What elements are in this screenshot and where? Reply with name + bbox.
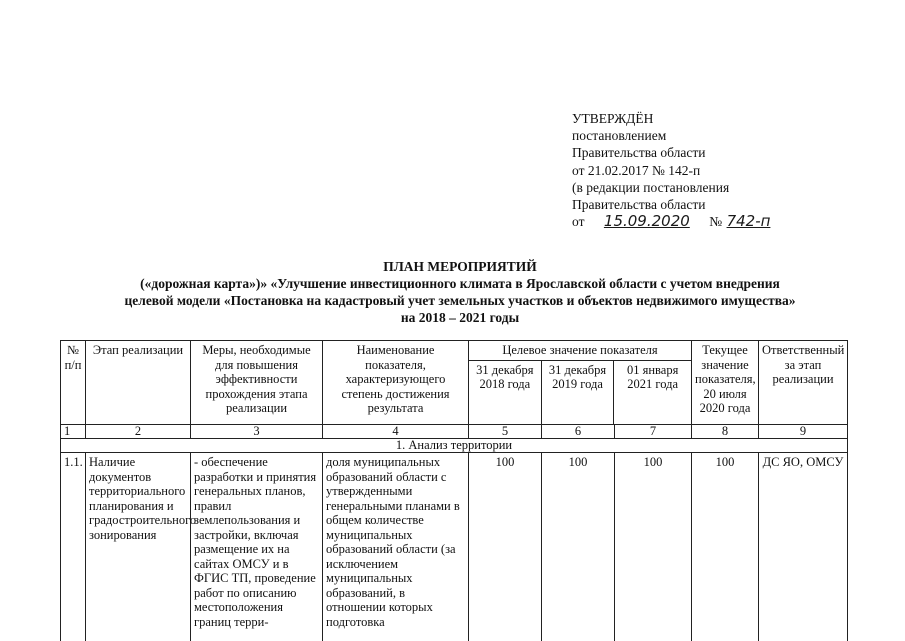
approval-line-4: от 21.02.2017 № 142-п <box>572 162 701 178</box>
header-2018: 31 декабря 2018 года <box>469 361 542 425</box>
row-num: 1.1. <box>61 453 86 641</box>
approval-line-2: постановлением <box>572 128 667 144</box>
handwritten-number: 742-п <box>726 212 771 231</box>
column-number: 5 <box>469 425 542 438</box>
approval-line-1: УТВЕРЖДЁН <box>572 111 654 126</box>
column-number: 4 <box>323 425 469 438</box>
header-responsible: Ответственный за этап реализации <box>762 343 845 386</box>
header-num: № п/п <box>61 341 86 424</box>
header-stage: Этап реализации <box>86 341 191 424</box>
approval-line-6: Правительства области <box>572 197 706 213</box>
header-target-group <box>469 341 692 424</box>
approval-line-7 <box>572 213 772 230</box>
row-value-2018: 100 <box>469 453 542 641</box>
title-line-2: («дорожная карта»)» «Улучшение инвестиционного климата в Ярославской области с учетом внедрения <box>140 276 780 291</box>
approval-line-5: (в редакции постановления <box>572 179 730 195</box>
column-number: 8 <box>692 425 759 438</box>
plan-table <box>60 340 848 641</box>
row-value-2021: 100 <box>615 453 692 641</box>
row-current-value: 100 <box>692 453 759 641</box>
column-number: 1 <box>61 425 86 438</box>
header-measures: Меры, необходимые для повышения эффективности прохождения этапа реализации <box>191 341 323 424</box>
column-number: 6 <box>542 425 615 438</box>
header-2021: 01 января 2021 года <box>626 362 679 391</box>
approval-block <box>572 110 772 230</box>
table-header-row <box>61 341 847 425</box>
section-title: 1. Анализ территории <box>61 439 847 453</box>
row-responsible: ДС ЯО, ОМСУ <box>762 455 844 469</box>
table-row <box>61 453 847 641</box>
row-stage: Наличие документов территориального планирования и градостроительного зонирования <box>86 453 191 641</box>
row-value-2019: 100 <box>542 453 615 641</box>
from-label: от <box>572 214 585 230</box>
title-line-4: на 2018 – 2021 годы <box>400 310 520 325</box>
approval-line-3: Правительства области <box>572 145 706 161</box>
header-2019: 31 декабря 2019 года <box>542 361 615 425</box>
column-number: 2 <box>86 425 191 438</box>
title-line-1: ПЛАН МЕРОПРИЯТИЙ <box>383 259 537 274</box>
row-indicator: доля муниципальных образований области с утвержденными генеральными планами в общем количестве муниципальных образований области (за исключением муниципальных образований, в отношении которых подготовка <box>323 453 469 641</box>
title-line-3: целевой модели «Постановка на кадастровый учет земельных участков и объектов недвижимого имущества» <box>124 293 796 308</box>
column-numbers-row <box>61 425 847 439</box>
header-indicator: Наименование показателя, характеризующего степень достижения результата <box>323 341 469 424</box>
row-measures: - обеспечение разработки и принятия генеральных планов, правил землепользования и застройки, включая размещение их на сайтах ОМСУ и в ФГИС ТП, проведение работ по описанию местоположения границ терри- <box>191 453 323 641</box>
number-label: № <box>709 214 723 230</box>
column-number: 9 <box>799 424 807 438</box>
document-title <box>60 258 860 326</box>
header-current: Текущее значение показателя, 20 июля 2020 года <box>692 341 759 424</box>
handwritten-date: 15.09.2020 <box>603 212 690 231</box>
header-target-title: Целевое значение показателя <box>469 341 691 361</box>
column-number: 7 <box>615 425 692 438</box>
column-number: 3 <box>191 425 323 438</box>
